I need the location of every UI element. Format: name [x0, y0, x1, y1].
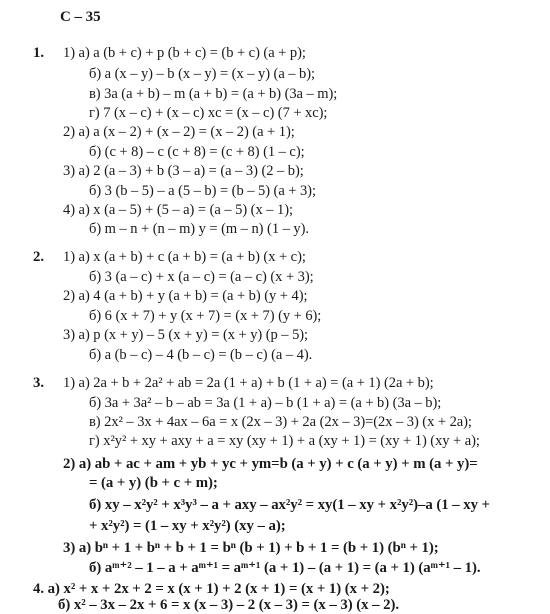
line-2-2-a: 2) а) 4 (a + b) + y (a + b) = (a + b) (y + 4);: [63, 288, 308, 304]
line-3-2-b1: б) xy – x²y² + x³y³ – a + axy – ax²y² = xy(1 – xy + x²y²)–a (1 – xy +: [89, 497, 490, 513]
line-title: С – 35: [60, 9, 101, 25]
line-3-2-a1: 2) а) ab + ac + am + yb + yc + ym=b (a + y) + c (a + y) + m (a + y)=: [63, 456, 478, 472]
line-3-3-b: б) aᵐ⁺² – 1 – a + aᵐ⁺¹ = aᵐ⁺¹ (a + 1) – (a + 1) = (a + 1) (aᵐ⁺¹ – 1).: [89, 560, 481, 576]
line-1-3-a: 3) а) 2 (a – 3) + b (3 – a) = (a – 3) (2 – b);: [63, 163, 304, 179]
line-1-2-b: б) (c + 8) – c (c + 8) = (c + 8) (1 – c);: [89, 144, 305, 160]
line-2-3-b: б) a (b – c) – 4 (b – c) = (b – c) (a – 4).: [89, 347, 313, 363]
line-1-4-a: 4) а) x (a – 5) + (5 – a) = (a – 5) (x – 1);: [63, 202, 293, 218]
line-1-1-a: 1) а) a (b + c) + p (b + c) = (b + c) (a + p);: [63, 45, 306, 61]
line-3-1-a: 1) а) 2a + b + 2a² + ab = 2a (1 + a) + b (1 + a) = (a + 1) (2a + b);: [63, 375, 434, 391]
line-2-1-a: 1) а) x (a + b) + c (a + b) = (a + b) (x + c);: [63, 249, 306, 265]
line-4-b: б) x² – 3x – 2x + 6 = x (x – 3) – 2 (x – 3) = (x – 3) (x – 2).: [58, 597, 400, 613]
line-1-4-b: б) m – n + (n – m) y = (m – n) (1 – y).: [89, 221, 309, 237]
line-3-1-v: в) 2x² – 3x + 4ax – 6a = x (2x – 3) + 2a (2x – 3)=(2x – 3) (x + 2a);: [89, 414, 472, 430]
line-3-2-b2: + x²y²) = (1 – xy + x²y²) (xy – a);: [89, 518, 286, 534]
line-1-1-b: б) a (x – y) – b (x – y) = (x – y) (a – b);: [89, 66, 316, 82]
line-3-3-a: 3) а) bⁿ + 1 + bⁿ + b + 1 = bⁿ (b + 1) + b + 1 = (b + 1) (bⁿ + 1);: [63, 540, 439, 556]
line-3-1-g: г) x²y² + xy + axy + a = xy (xy + 1) + a (xy + 1) = (xy + 1) (xy + a);: [89, 433, 480, 449]
line-1-2-a: 2) а) a (x – 2) + (x – 2) = (x – 2) (a + 1);: [63, 124, 295, 140]
line-3-1-b: б) 3a + 3a² – b – ab = 3a (1 + a) – b (1 + a) = (a + b) (3a – b);: [89, 395, 442, 411]
line-2-2-b: б) 6 (x + 7) + y (x + 7) = (x + 7) (y + 6);: [89, 308, 322, 324]
line-1-1-g: г) 7 (x – c) + (x – c) xc = (x – c) (7 + xc);: [89, 105, 328, 121]
line-3-num: 3.: [33, 375, 44, 391]
line-1-num: 1.: [33, 45, 44, 61]
line-1-3-b: б) 3 (b – 5) – a (5 – b) = (b – 5) (a + 3);: [89, 183, 316, 199]
line-1-1-v: в) 3a (a + b) – m (a + b) = (a + b) (3a – m);: [89, 86, 338, 102]
line-2-3-a: 3) а) p (x + y) – 5 (x + y) = (x + y) (p – 5);: [63, 327, 309, 343]
line-3-2-a2: = (a + y) (b + c + m);: [89, 475, 218, 491]
line-4-a: 4. а) x² + x + 2x + 2 = x (x + 1) + 2 (x + 1) = (x + 1) (x + 2);: [33, 581, 390, 597]
line-2-num: 2.: [33, 249, 44, 265]
line-2-1-b: б) 3 (a – c) + x (a – c) = (a – c) (x + 3);: [89, 269, 314, 285]
